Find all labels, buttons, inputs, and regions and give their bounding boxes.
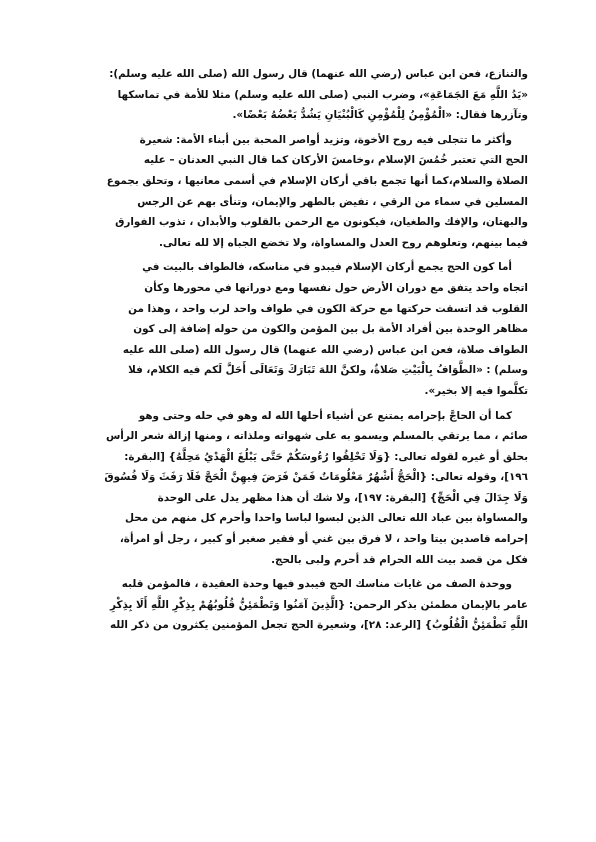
text-line: تكلَّموا فيه إلا بخير». — [424, 384, 528, 397]
text-line: القلوب قد اتسقت حركتها مع حركة الكون في طواف واحد لرب واحد ، وهذا من — [128, 302, 528, 315]
text-line: وسلم) : «الطَّوَافُ بِالْبَيْتِ صَلاةٌ، ولكنَّ اللهَ تَبَارَكَ وَتَعَالَى أَحَلَّ لَكم فيه الكلام، فلا — [128, 364, 528, 377]
text-line: فيما بينهم، وتعلوهم روح العدل والمساواة، ولا تخضع الجباه إلا لله تعالى. — [158, 236, 528, 249]
text-line: ووحدة الصف من غايات مناسك الحج فيبدو فيها وحدة العقيدة ، فالمؤمن قلبه — [121, 578, 512, 591]
text-line: الطواف صلاة، فعن ابن عباس (رضي الله عنهما) قال رسول الله (صلى الله عليه — [122, 343, 528, 356]
text-line: وَلَا جِدَالَ فِي الْحَجِّ} [البقرة: ١٩٧]، ولا شك أن هذا مظهر يدل على الوحدة — [157, 491, 528, 504]
text-line: عامر بالإيمان مطمئن بذكر الرحمن: {الَّذِينَ آمَنُوا وَتَطْمَئِنُّ قُلُوبُهُمْ بِذِكْرِ اللَّهِ أَلَا بِذِكْرِ — [110, 598, 528, 611]
text-line: بحلق أو غيره لقوله تعالى: {وَلَا تَحْلِقُوا رُءُوسَكُمْ حَتَّى يَبْلُغَ الْهَدْيُ مَحِلَّهُ} [البقرة: — [124, 450, 528, 463]
text-line: أما كون الحج يجمع أركان الإسلام فيبدو في مناسكه، فالطواف بالبيت في — [142, 261, 512, 274]
text-line: وتآزرها فقال: «الْمُؤْمِنُ لِلْمُؤْمِنِ كَالْبُنْيَانِ يَشُدُّ بَعْضُهُ بَعْضًا». — [232, 109, 528, 122]
paragraph-1 — [68, 64, 528, 126]
text-line: والمساواة بين عباد الله تعالى الذين لبسوا لباسا واحدا وأحرم كل منهم من محل — [124, 512, 528, 525]
text-line: الحج التي تعتبر خُمُسَ الإسلام ،وخامسَ الأركان كما قال النبي العدنان – عليه — [143, 154, 528, 167]
text-line: صائم ، مما يرتقي بالمسلم ويسمو به على شهواته وملذاته ، ومنها إزالة شعر الرأس — [105, 430, 528, 443]
text-line: كما أن الحاجَّ بإحرامه يمتنع عن أشياء أحلها الله له وهو في حله وحتى وهو — [138, 409, 512, 422]
text-line: المسلين في سماء من الرقي ، تفيض بالطهر والإيمان، وتنأى بهم عن الرجس — [137, 195, 528, 208]
text-line: «يَدُ اللَّهِ مَعَ الجَمَاعَةِ»، وضرب النبي (صلى الله عليه وسلم) مثلا للأمة في تماسكها — [117, 88, 528, 101]
text-line: ١٩٦]، وقوله تعالى: {الْحَجُّ أَشْهُرٌ مَعْلُومَاتٌ فَمَنْ فَرَضَ فِيهِنَّ الْحَجَّ فَلَا رَفَثَ وَلَا فُسُوقَ — [104, 471, 528, 484]
text-line: اللَّهِ تَطْمَئِنُّ الْقُلُوبُ} [الرعد: ٢٨]، وشعيرة الحج تجعل المؤمنين يكثرون من ذكر الله — [109, 619, 528, 632]
text-line: اتجاه واحد يتفق مع دوران الأرض حول نفسها ومع دورانها في محورها وكأن — [144, 281, 528, 294]
text-line: فكل من قصد بيت الله الحرام قد أحرم ولبى بالحج. — [271, 553, 528, 566]
text-line: والبهتان، والإفك والطغيان، فيكونون مع الرحمن بالقلوب والأبدان ، تذوب الفوارق — [115, 216, 528, 229]
paragraph-2 — [68, 130, 528, 254]
paragraph-3 — [68, 257, 528, 401]
paragraph-4 — [68, 406, 528, 571]
text-line: الصلاة والسلام،كما أنها تجمع باقي أركان الإسلام في أسمى معانيها ، وتحلق بجموع — [106, 174, 528, 187]
text-line: مظاهر الوحدة بين أفراد الأمة بل بين المؤمن والكون من حوله إضافة إلى كون — [133, 323, 528, 336]
text-line: إحرامه قاصدين بيتا واحد ، لا فرق بين غني أو فقير صغير أو كبير ، رجل أو امرأة، — [119, 533, 528, 546]
paragraph-5 — [68, 574, 528, 636]
text-line: والتنازع، فعن ابن عباس (رضي الله عنهما) قال رسول الله (صلى الله عليه وسلم): — [109, 68, 528, 80]
text-line: وأكثر ما تتجلى فيه روح الأخوة، وتزيد أواصر المحبة بين أبناء الأمة: شعيرة — [139, 133, 512, 146]
